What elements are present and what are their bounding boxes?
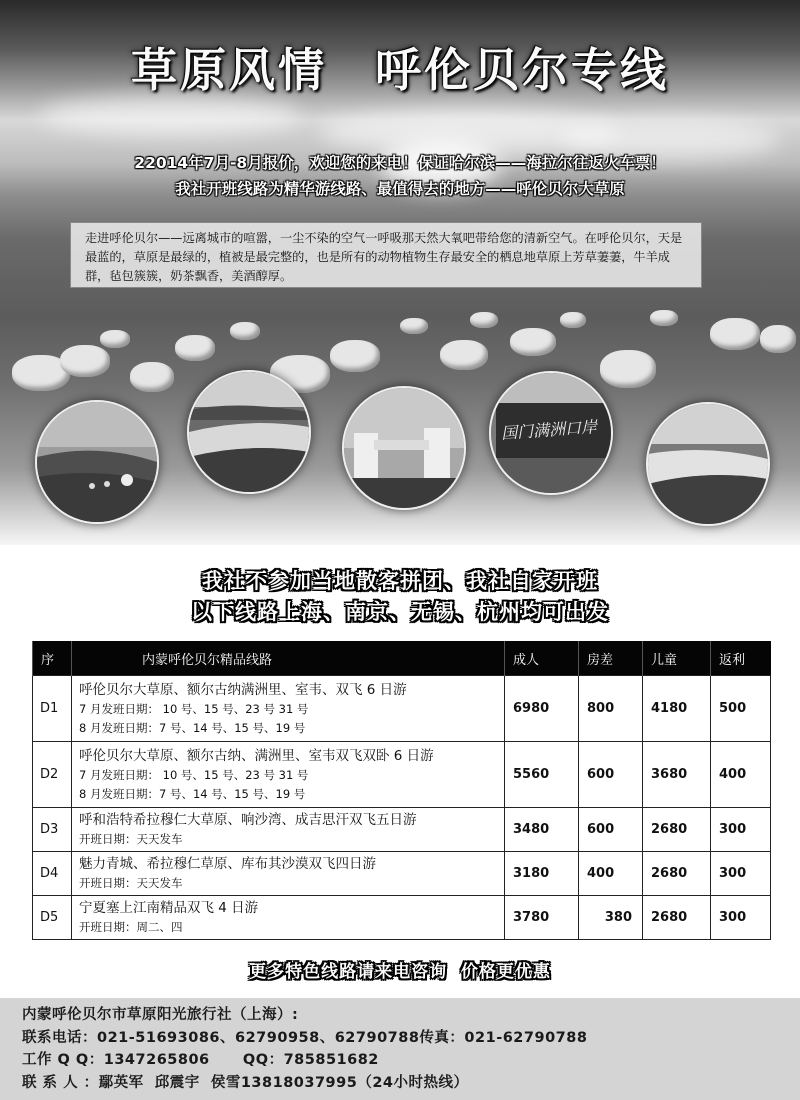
photo-yurt-grassland — [35, 400, 159, 524]
port-sign-text: 国门满洲口岸 — [500, 417, 598, 443]
route-cell — [72, 676, 505, 742]
price-adult: 5560 — [505, 742, 579, 808]
route-schedule-july: 7 月发班日期： 10 号、15 号、23 号 31 号 — [79, 767, 309, 782]
hero-banner — [0, 0, 800, 545]
price-rebate: 300 — [711, 852, 771, 896]
table-row — [33, 676, 771, 742]
price-adult: 3480 — [505, 808, 579, 852]
route-id: D3 — [33, 808, 72, 852]
title-part2: 呼伦贝尔专线 — [375, 43, 669, 97]
route-schedule: 开班日期：天天发车 — [79, 876, 183, 890]
price-room-diff: 600 — [579, 808, 643, 852]
route-schedule: 开班日期：周二、四 — [79, 920, 183, 934]
col-header-room: 房差 — [579, 641, 643, 676]
price-adult: 3780 — [505, 896, 579, 940]
contact-person: 联 系 人 ：鄢英军 邱震宇 侯雪13818037995（24小时热线） — [22, 1075, 469, 1091]
price-room-diff: 380 — [579, 896, 643, 940]
route-id: D2 — [33, 742, 72, 808]
route-price-table — [32, 641, 771, 940]
price-adult: 6980 — [505, 676, 579, 742]
tagline-2: 我社开班线路为精华游线路、最值得去的地方——呼伦贝尔大草原 — [175, 180, 625, 198]
intro-text: 走进呼伦贝尔——远离城市的喧嚣，一尘不染的空气一呼吸那天然大氧吧带给您的清新空气。在呼伦贝尔，天是最蓝的，草原是最绿的，植被是最完整的，也是所有的动物植物生存最安全的栖息地草原上芳草萋萋，牛羊成群，毡包簇簇，奶茶飘香，美酒醇厚。 — [70, 222, 702, 288]
price-room-diff: 800 — [579, 676, 643, 742]
price-child: 3680 — [643, 742, 711, 808]
photo-border-gate — [342, 386, 466, 510]
route-id: D4 — [33, 852, 72, 896]
contact-footer — [0, 998, 800, 1100]
route-title: 宁夏塞上江南精品双飞 4 日游 — [79, 900, 259, 916]
photo-port-sign — [489, 371, 613, 495]
promo-line-2: 以下线路上海、南京、无锡、杭州均可出发 — [191, 600, 609, 624]
price-adult: 3180 — [505, 852, 579, 896]
photo-lake — [646, 402, 770, 526]
table-row — [33, 852, 771, 896]
col-header-adult: 成人 — [505, 641, 579, 676]
route-schedule: 开班日期：天天发车 — [79, 832, 183, 846]
route-cell — [72, 742, 505, 808]
table-row — [33, 808, 771, 852]
col-header-rebate: 返利 — [711, 641, 771, 676]
route-schedule-august: 8 月发班日期：7 号、14 号、15 号、19 号 — [79, 720, 306, 735]
contact-qq: 工作 Q Q：1347265806 QQ：785851682 — [22, 1052, 379, 1068]
price-child: 2680 — [643, 852, 711, 896]
col-header-child: 儿童 — [643, 641, 711, 676]
route-title: 呼和浩特希拉穆仁大草原、响沙湾、成吉思汗双飞五日游 — [79, 812, 417, 828]
route-schedule-august: 8 月发班日期：7 号、14 号、15 号、19 号 — [79, 786, 306, 801]
table-row — [33, 742, 771, 808]
table-row — [33, 896, 771, 940]
route-schedule-july: 7 月发班日期： 10 号、15 号、23 号 31 号 — [79, 701, 309, 716]
price-room-diff: 600 — [579, 742, 643, 808]
route-title: 呼伦贝尔大草原、额尔古纳、满洲里、室韦双飞双卧 6 日游 — [79, 747, 434, 764]
price-room-diff: 400 — [579, 852, 643, 896]
route-id: D5 — [33, 896, 72, 940]
more-routes-note: 更多特色线路请来电咨询 价格更优惠 — [249, 962, 551, 982]
route-title: 呼伦贝尔大草原、额尔古纳满洲里、室韦、双飞 6 日游 — [79, 681, 407, 698]
title-part1: 草原风情 — [131, 43, 327, 97]
table-header-row — [33, 641, 771, 676]
col-header-route: 内蒙呼伦贝尔精品线路 — [72, 641, 505, 676]
contact-phone: 联系电话：021-51693086、62790958、62790788传真：021-62790788 — [22, 1030, 588, 1046]
col-header-seq: 序 — [33, 641, 72, 676]
price-child: 2680 — [643, 896, 711, 940]
price-rebate: 500 — [711, 676, 771, 742]
route-title: 魅力青城、希拉穆仁草原、库布其沙漠双飞四日游 — [79, 856, 376, 872]
price-rebate: 300 — [711, 896, 771, 940]
price-rebate: 400 — [711, 742, 771, 808]
route-cell — [72, 808, 505, 852]
price-child: 4180 — [643, 676, 711, 742]
agency-name: 内蒙呼伦贝尔市草原阳光旅行社（上海）: — [22, 1007, 299, 1023]
route-cell — [72, 896, 505, 940]
promo-line-1: 我社不参加当地散客拼团、我社自家开班 — [202, 569, 598, 593]
price-rebate: 300 — [711, 808, 771, 852]
price-child: 2680 — [643, 808, 711, 852]
page-title — [0, 34, 800, 100]
route-id: D1 — [33, 676, 72, 742]
route-cell — [72, 852, 505, 896]
photo-river — [187, 370, 311, 494]
tagline-1: 22014年7月-8月报价，欢迎您的来电！保证哈尔滨——海拉尔往返火车票！ — [134, 154, 666, 172]
